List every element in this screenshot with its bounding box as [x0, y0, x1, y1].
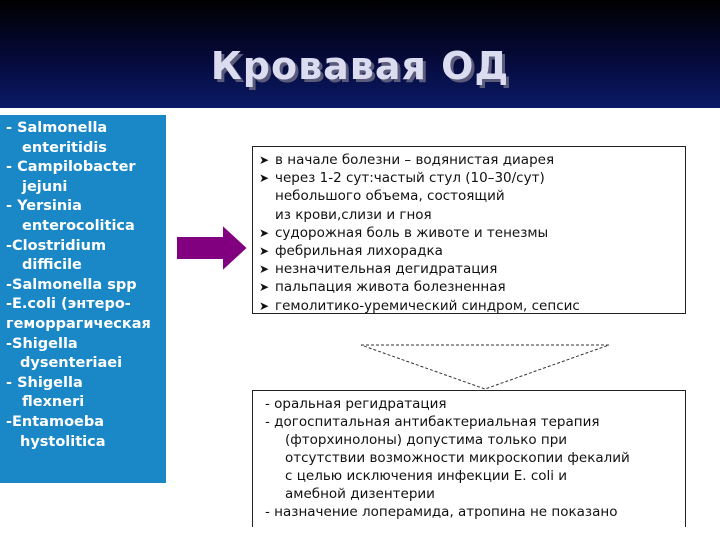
treatment-item: (фторхинолоны) допустима только при	[285, 432, 568, 448]
pathogen-item: -Shigella dysenteriaei	[6, 335, 123, 372]
symptom-item: ➤ через 1-2 сут:частый стул (10–30/сут)	[259, 170, 545, 187]
pathogen-item: - Yersinia enterocolitica	[6, 198, 135, 234]
symptoms-list	[253, 147, 685, 315]
treatment-item: с целью исключения инфекции E. coli и	[285, 468, 568, 484]
symptom-item: ➤ незначительная дегидратация	[259, 261, 498, 278]
symptom-item: ➤ фебрильная лихорадка	[259, 243, 443, 260]
pathogen-item: -Clostridium difficile	[6, 237, 107, 274]
pathogen-item: - Campilobacter jejuni	[6, 159, 136, 195]
pathogen-item: -Salmonella spp	[6, 276, 137, 293]
treatment-box	[252, 390, 686, 527]
pathogen-list	[0, 115, 166, 452]
symptom-item: ➤ в начале болезни – водянистая диарея	[259, 152, 555, 168]
pathogen-item: -E.coli (энтеро-	[6, 296, 131, 313]
symptom-item: ➤ пальпация живота болезненная	[259, 279, 506, 296]
arrowhead-bullet-icon: ➤	[259, 153, 270, 167]
slide-title: Кровавая ОД	[210, 44, 510, 88]
arrowhead-bullet-icon: ➤	[259, 262, 270, 277]
symptom-item: ➤ судорожная боль в животе и тенезмы	[259, 224, 549, 241]
arrowhead-bullet-icon: ➤	[259, 244, 270, 259]
treatment-item: - назначение лоперамида, атропина не показано	[265, 504, 618, 520]
treatment-list	[253, 391, 685, 521]
symptom-item: из крови,слизи и гноя	[275, 206, 432, 223]
arrowhead-bullet-icon: ➤	[259, 280, 270, 295]
pathogen-item: - Shigella flexneri	[6, 374, 85, 411]
treatment-item: амебной дизентерии	[285, 486, 435, 502]
symptom-item: ➤ гемолитико-уремический синдром, сепсис	[259, 297, 580, 314]
treatment-item: - оральная регидратация	[265, 396, 447, 412]
pathogen-list-panel	[0, 115, 166, 483]
symptom-item: небольшого объема, состоящий	[275, 188, 505, 205]
pathogen-item: геморрагическая	[6, 315, 151, 332]
pathogen-item: -Entamoeba hystolitica	[6, 413, 106, 450]
arrowhead-bullet-icon: ➤	[259, 298, 270, 313]
symptoms-box	[252, 146, 686, 314]
down-arrow-icon	[360, 344, 610, 390]
right-arrow-icon	[176, 224, 250, 272]
arrowhead-bullet-icon: ➤	[259, 171, 270, 186]
treatment-item: отсутствии возможности микроскопии фекалий	[285, 450, 630, 466]
treatment-item: - догоспитальная антибактериальная терапия	[265, 414, 600, 430]
arrowhead-bullet-icon: ➤	[259, 225, 270, 240]
pathogen-item: - Salmonella enteritidis	[6, 120, 108, 156]
